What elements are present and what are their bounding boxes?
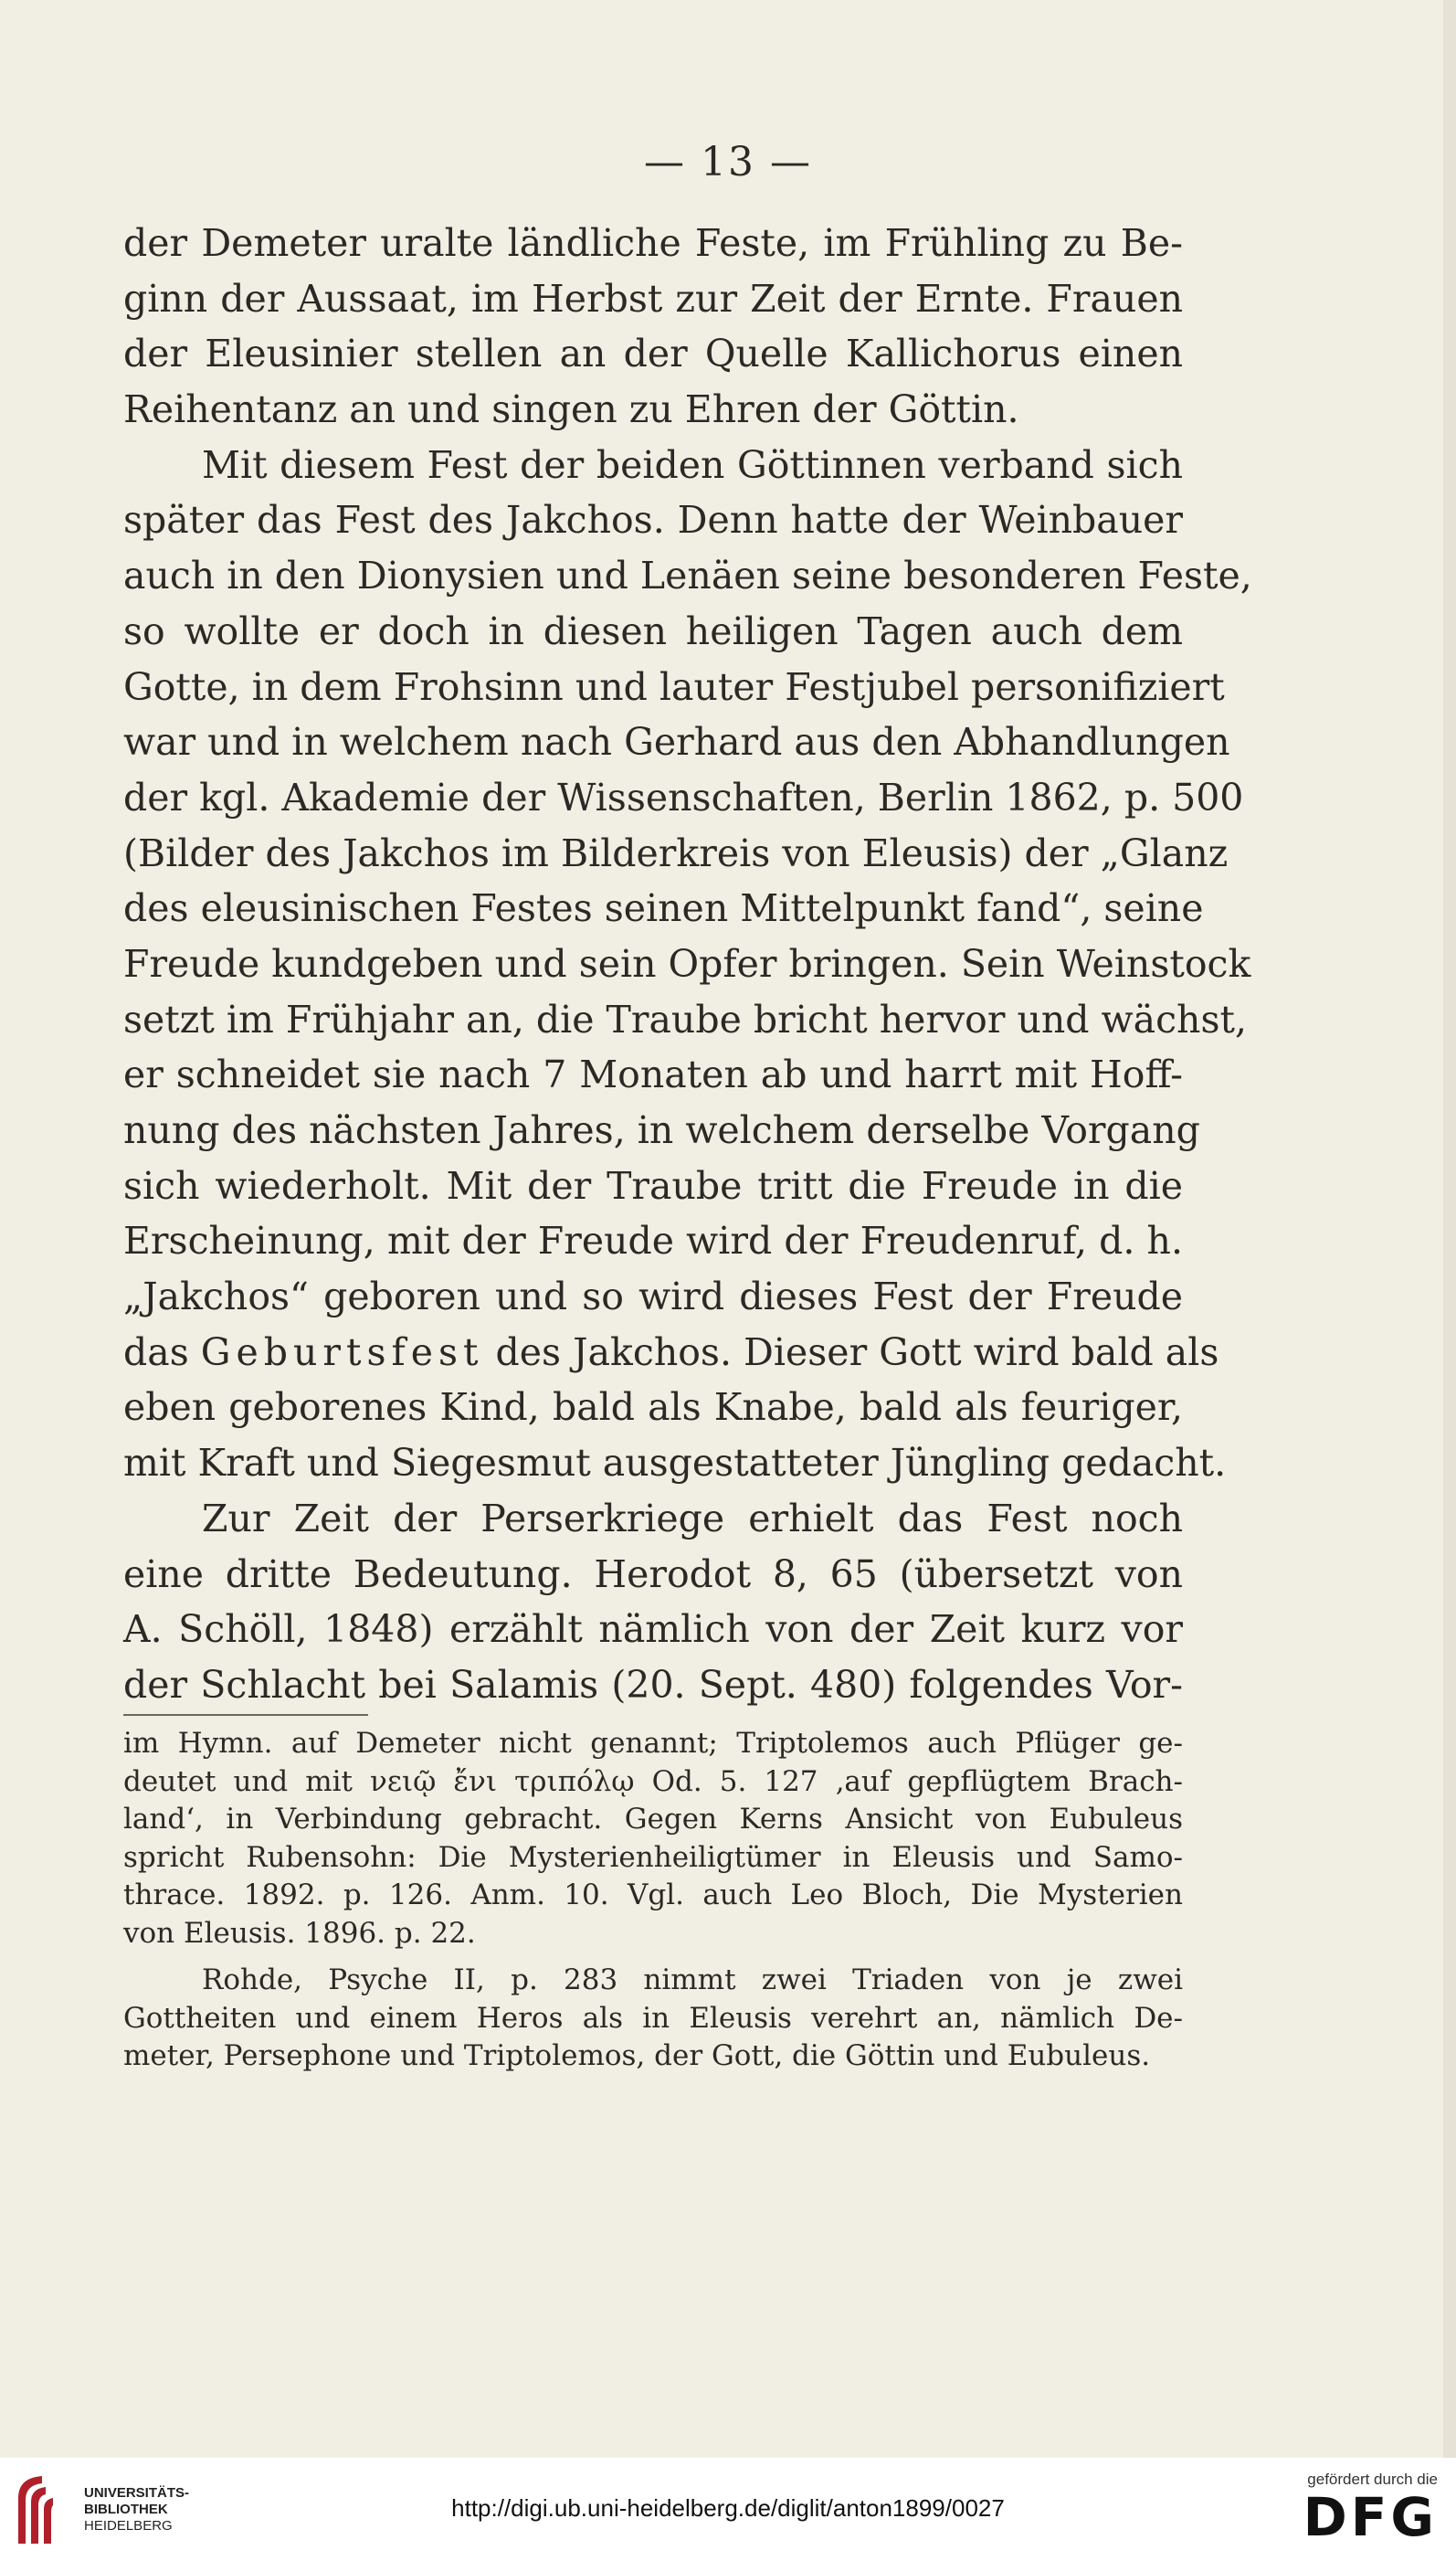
text-line: der kgl. Akademie der Wissenschaften, Berlin 1862, p. 500 (123, 775, 1244, 820)
text-line: mit Kraft und Siegesmut ausgestatteter Jüngling gedacht. (123, 1441, 1227, 1486)
institution-line: HEIDELBERG (84, 2518, 173, 2534)
text-run: des Jakchos. Dieser Gott wird bald als (483, 1329, 1219, 1374)
footnote-gap (123, 1952, 1183, 1962)
text-line: später das Fest des Jakchos. Denn hatte der Weinbauer (123, 498, 1183, 543)
footnote-line: Gottheiten und einem Heros als in Eleusis verehrt an, nämlich De- (123, 2001, 1183, 2035)
viewer-footer (0, 2458, 1456, 2561)
text-run: das (123, 1329, 201, 1374)
text-line: Zur Zeit der Perserkriege erhielt das Fest noch (202, 1496, 1183, 1540)
footnote-line: spricht Rubensohn: Die Mysterienheiligtümer in Eleusis und Samo- (123, 1840, 1183, 1874)
text-line: A. Schöll, 1848) erzählt nämlich von der Zeit kurz vor (123, 1607, 1183, 1652)
text-line: war und in welchem nach Gerhard aus den Abhandlungen (123, 720, 1230, 765)
text-line: der Schlacht bei Salamis (20. Sept. 480) folgendes Vor- (123, 1662, 1183, 1707)
institution-line: UNIVERSITÄTS- (84, 2485, 190, 2501)
footnote-line: Rohde, Psyche II, p. 283 nimmt zwei Triaden von je zwei (202, 1963, 1183, 1996)
footnote-line: land‘, in Verbindung gebracht. Gegen Kerns Ansicht von Eubuleus (123, 1803, 1183, 1836)
sponsor-note: gefördert durch die (1307, 2471, 1438, 2488)
text-line: Erscheinung, mit der Freude wird der Freudenruf, d. h. (123, 1219, 1183, 1264)
dfg-logo-icon[interactable] (1292, 2471, 1438, 2548)
text-line: des eleusinischen Festes seinen Mittelpunkt fand“, seine (123, 886, 1204, 931)
text-line: eben geborenes Kind, bald als Knabe, bald als feuriger, (123, 1385, 1183, 1430)
text-line: Freude kundgeben und sein Opfer bringen. Sein Weinstock (123, 941, 1251, 986)
footnote-line: meter, Persephone und Triptolemos, der Gott, die Göttin und Eubuleus. (123, 2039, 1151, 2072)
text-line: nung des nächsten Jahres, in welchem derselbe Vorgang (123, 1108, 1200, 1152)
text-line: der Demeter uralte ländliche Feste, im Frühling zu Be- (123, 221, 1183, 265)
page-edge (1443, 0, 1456, 2458)
institution-line: BIBLIOTHEK (84, 2502, 168, 2517)
body-text (123, 216, 1252, 1713)
page-number: — 13 — (644, 139, 812, 185)
footnote-line: thrace. 1892. p. 126. Anm. 10. Vgl. auch Leo Bloch, Die Mysterien (123, 1878, 1183, 1911)
text-line: auch in den Dionysien und Lenäen seine besonderen Feste, (123, 554, 1252, 598)
permalink-url[interactable]: http://digi.ub.uni-heidelberg.de/diglit/anton1899/0027 (451, 2494, 1005, 2522)
text-line: „Jakchos“ geboren und so wird dieses Fest der Freude (123, 1275, 1183, 1319)
footnote-divider (123, 1714, 368, 1716)
emphasized-word: Geburtsfest (200, 1329, 484, 1374)
text-line: sich wiederholt. Mit der Traube tritt die Freude in die (123, 1163, 1183, 1208)
text-line: ginn der Aussaat, im Herbst zur Zeit der Ernte. Frauen (123, 276, 1183, 321)
text-line: eine dritte Bedeutung. Herodot 8, 65 (übersetzt von (123, 1551, 1183, 1596)
text-line: er schneidet sie nach 7 Monaten ab und harrt mit Hoff- (123, 1053, 1183, 1097)
footnote-line: deutet und mit νειῷ ἔνι τριπόλῳ Od. 5. 127 ‚auf gepflügtem Brach- (123, 1764, 1183, 1798)
text-line: so wollte er doch in diesen heiligen Tagen auch dem (123, 609, 1183, 653)
footnote-line: von Eleusis. 1896. p. 22. (123, 1916, 476, 1950)
sponsor-mark: DFG (1303, 2486, 1438, 2548)
text-line: der Eleusinier stellen an der Quelle Kallichorus einen (123, 332, 1183, 376)
text-line: Reihentanz an und singen zu Ehren der Göttin. (123, 387, 1019, 432)
text-line: setzt im Frühjahr an, die Traube bricht hervor und wächst, (123, 997, 1247, 1042)
text-line: Gotte, in dem Frohsinn und lauter Festjubel personifiziert (123, 664, 1225, 709)
text-line: Mit diesem Fest der beiden Göttinnen verband sich (202, 442, 1183, 487)
footnotes (123, 1725, 1183, 2076)
footnote-line: im Hymn. auf Demeter nicht genannt; Triptolemos auch Pflüger ge- (123, 1727, 1183, 1760)
text-line: (Bilder des Jakchos im Bilderkreis von Eleusis) der „Glanz (123, 831, 1229, 875)
text-line-spaced (123, 1325, 1219, 1381)
